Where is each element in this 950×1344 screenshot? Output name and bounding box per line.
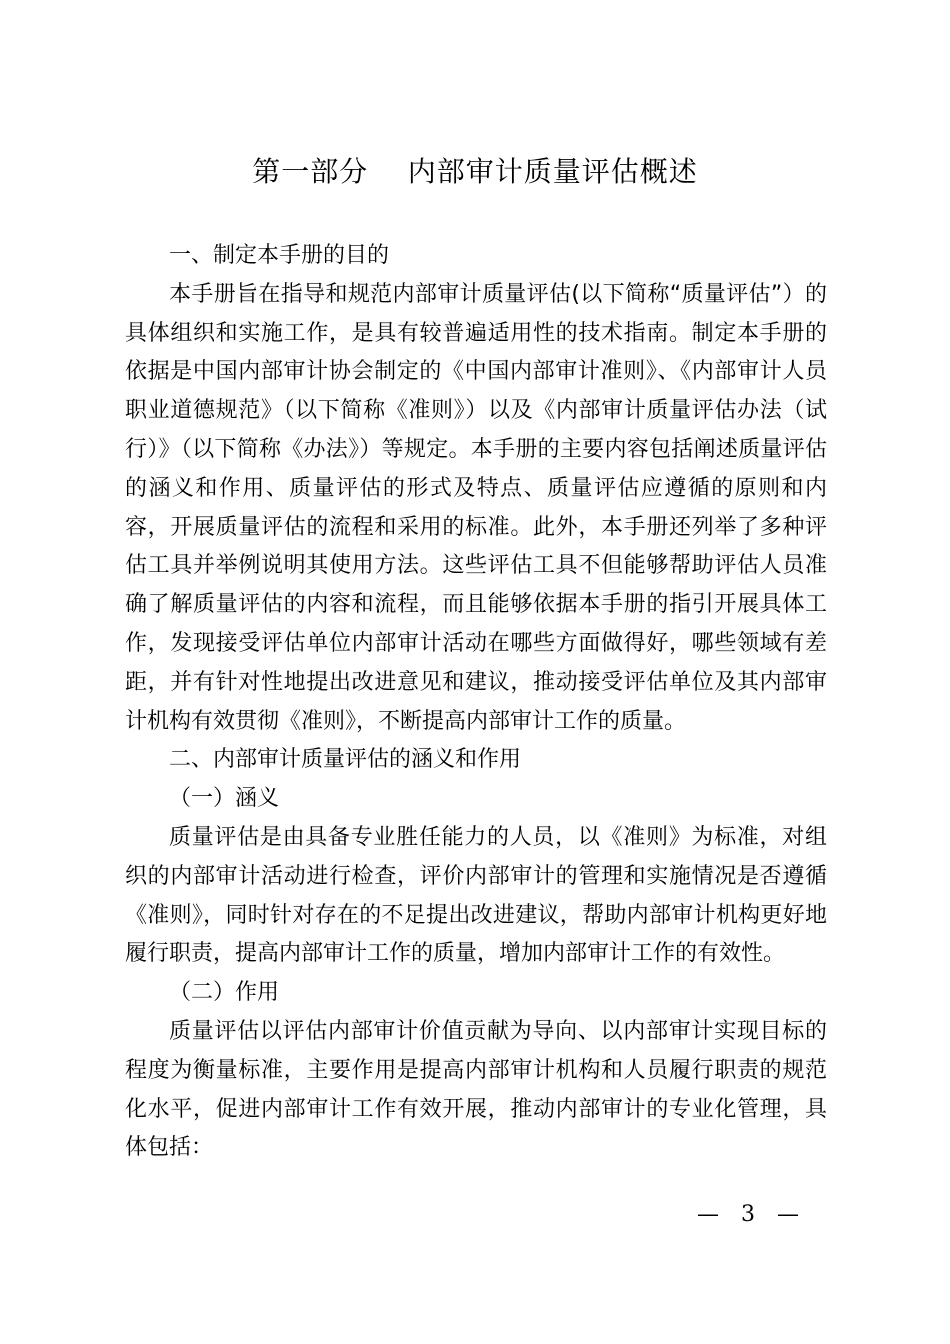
subsection-heading-meaning: （一）涵义 [169,786,280,812]
document-body [125,237,827,1168]
paragraph-role: 质量评估以评估内部审计价值贡献为导向、以内部审计实现目标的程度为衡量标准，主要作用是提高内部审计机构和人员履行职责的规范化水平，促进内部审计工作有效开展，推动内部审计的专业化管理，具体包括： [125,1018,827,1161]
section-heading-meaning-and-role: 二、内部审计质量评估的涵义和作用 [169,747,522,773]
section-heading-purpose: 一、制定本手册的目的 [169,243,390,268]
paragraph-meaning: 质量评估是由具备专业胜任能力的人员，以《准则》为标准，对组织的内部审计活动进行检查，评价内部审计的管理和实施情况是否遵循《准则》，同时针对存在的不足提出改进建议，帮助内部审计机构更好地履行职责，提高内部审计工作的质量，增加内部审计工作的有效性。 [125,824,827,967]
page-number: — 3 — [697,1202,799,1227]
paragraph-purpose: 本手册旨在指导和规范内部审计质量评估(以下简称“质量评估”）的具体组织和实施工作，是具有较普遍适用性的技术指南。制定本手册的依据是中国内部审计协会制定的《中国内部审计准则》、《内部审计人员职业道德规范》（以下简称《准则》）以及《内部审计质量评估办法（试行）》（以下简称《办法》）等规定。本手册的主要内容包括阐述质量评估的涵义和作用、质量评估的形式及特点、质量评估应遵循的原则和内容，开展质量评估的流程和采用的标准。此外，本手册还列举了多种评估工具并举例说明其使用方法。这些评估工具不但能够帮助评估人员准确了解质量评估的内容和流程，而且能够依据本手册的指引开展具体工作，发现接受评估单位内部审计活动在哪些方面做得好，哪些领域有差距，并有针对性地提出改进意见和建议，推动接受评估单位及其内部审计机构有效贯彻《准则》，不断提高内部审计工作的质量。 [125,281,827,734]
subsection-heading-role: （二）作用 [169,980,280,1006]
page-title: 第一部分 内部审计质量评估概述 [252,155,698,188]
